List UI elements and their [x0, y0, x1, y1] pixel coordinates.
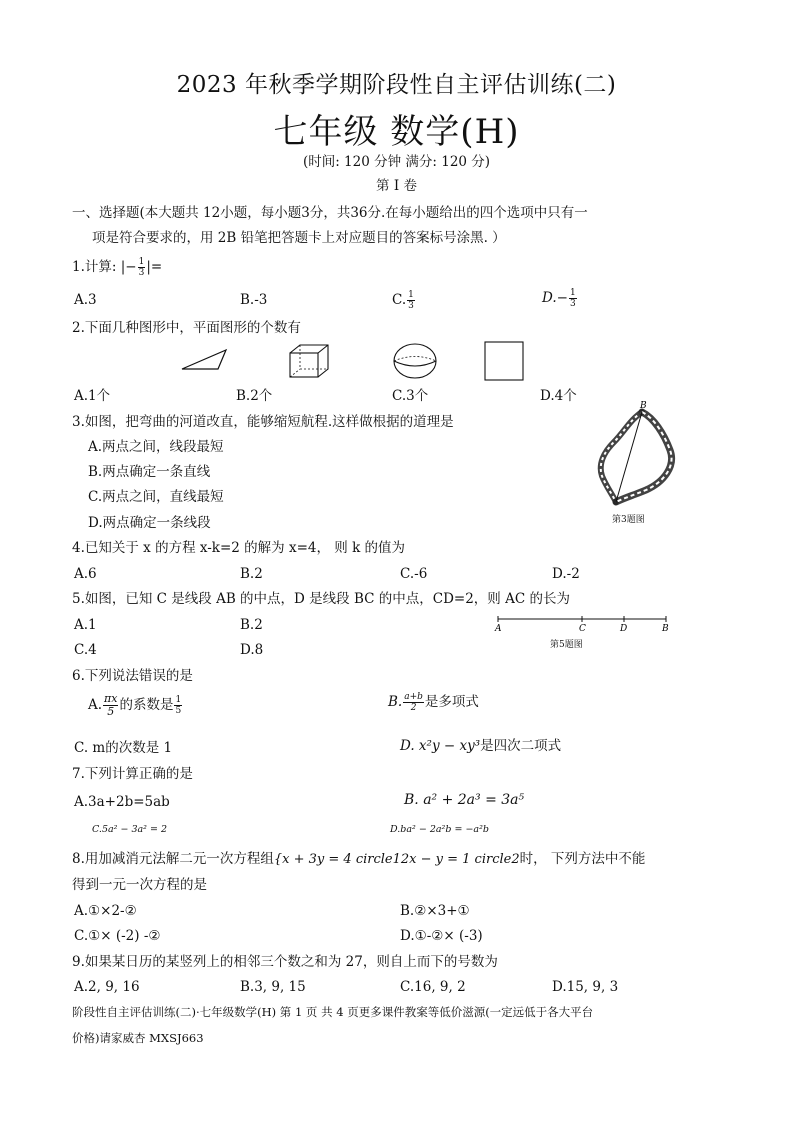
q6-b-suffix: 是多项式: [424, 694, 479, 710]
q1-c-prefix: C.: [392, 292, 407, 308]
q2-option-d: D.4个: [540, 388, 577, 404]
triangle-figure: [180, 348, 230, 372]
label-a: A: [495, 624, 502, 634]
time-info: (时间: 120 分钟 满分: 120 分): [302, 154, 491, 170]
question-3-stem: 3.如图，把弯曲的河道改直，能够缩短航程.这样做根据的道理是: [72, 414, 454, 430]
segment-figure: [494, 613, 674, 635]
q6-option-a: [88, 693, 183, 718]
volume-label: 第 I 卷: [376, 178, 417, 194]
question-4-stem: 4.已知关于 x 的方程 x-k=2 的解为 x=4， 则 k 的值为: [72, 540, 406, 556]
q9-option-b: B.3, 9, 15: [240, 979, 306, 995]
q7-option-b: B. a² + 2a³ = 3a⁵: [404, 792, 525, 808]
q1-abs-open: |−: [120, 259, 137, 275]
q2-option-b: B.2个: [236, 388, 273, 404]
q3-option-d: D.两点确定一条线段: [88, 515, 211, 531]
q1-c-num: 1: [408, 290, 414, 300]
q6-b-den: 2: [410, 703, 417, 713]
q5-figure-caption: 第5题图: [550, 640, 583, 650]
q9-option-d: D.15, 9, 3: [552, 979, 619, 995]
q3-option-c: C.两点之间，直线最短: [88, 489, 224, 505]
q4-option-a: A.6: [74, 566, 97, 582]
q6-a-fraction: [103, 693, 118, 718]
question-9-stem: 9.如果某日历的某竖列上的相邻三个数之和为 27，则自上而下的号数为: [72, 954, 498, 970]
question-8-stem: [72, 849, 645, 870]
q6-b-fraction: [403, 692, 424, 713]
q6-a-coef-fraction: [174, 695, 182, 716]
q6-b-num: a+b: [404, 692, 423, 702]
q3-option-a: A.两点之间，线段最短: [88, 439, 224, 455]
q1-option-b: B.-3: [240, 292, 268, 308]
q4-option-c: C.-6: [400, 566, 428, 582]
q5-option-d: D.8: [240, 642, 264, 658]
q6-d-suffix: 是四次二项式: [480, 738, 562, 754]
q1-d-fraction: [569, 288, 577, 309]
q6-b-prefix: B.: [388, 694, 403, 710]
page-footer-cont: 价格)请家威杏 MXSJ663: [72, 1031, 204, 1045]
q5-option-c: C.4: [74, 642, 97, 658]
label-c: C: [579, 624, 586, 634]
q1-d-num: 1: [569, 288, 576, 298]
cube-figure: [288, 343, 332, 379]
q9-option-c: C.16, 9, 2: [400, 979, 466, 995]
q6-option-d: [400, 736, 561, 756]
q8-option-c: C.①× (-2) -②: [74, 928, 161, 944]
question-2-stem: 2.下面几种图形中，平面图形的个数有: [72, 320, 301, 336]
question-5-stem: 5.如图，已知 C 是线段 AB 的中点，D 是线段 BC 的中点，CD=2，则 AC 的长为: [72, 591, 570, 607]
q1-abs-close: |=: [146, 259, 163, 275]
question-8-stem-cont: 得到一元一次方程的是: [72, 877, 207, 893]
q8-option-d: D.①-②× (-3): [400, 928, 483, 944]
q6-a-cden: 5: [175, 706, 182, 716]
section-instructions-cont: 项是符合要求的，用 2B 铅笔把答题卡上对应题目的答案标号涂黑. ）: [92, 230, 506, 246]
q7-option-d: D.ba² − 2a²b = −a²b: [390, 824, 489, 835]
q5-option-a: A.1: [74, 617, 97, 633]
q6-a-den: 5: [107, 705, 115, 718]
question-1-stem: [72, 257, 162, 278]
q8-prefix: 8.用加减消元法解二元一次方程组: [72, 851, 274, 867]
section-instructions: 一、选择题(本大题共 12小题，每小题3分，共36分.在每小题给出的四个选项中只有一: [72, 205, 588, 221]
river-figure: [594, 398, 684, 508]
q8-option-a: A.①×2-②: [74, 903, 137, 919]
q6-a-num: πx: [104, 692, 118, 705]
q8-equation-system: {x + 3y = 4 circle12x − y = 1 circle2: [273, 852, 520, 867]
q6-option-c: C. m的次数是 1: [74, 740, 173, 756]
q1-option-a: A.3: [74, 292, 97, 308]
square-figure: [484, 341, 524, 381]
q1-d-prefix: D.−: [542, 290, 568, 306]
q6-d-math: D. x²y − xy³: [400, 738, 481, 754]
q8-suffix: 时， 下列方法中不能: [519, 851, 646, 867]
q4-option-b: B.2: [240, 566, 263, 582]
q1-c-fraction: [407, 290, 415, 311]
q3-option-b: B.两点确定一条直线: [88, 464, 211, 480]
sphere-figure: [392, 342, 438, 380]
q6-a-prefix: A.: [88, 697, 103, 713]
q5-option-b: B.2: [240, 617, 263, 633]
question-7-stem: 7.下列计算正确的是: [72, 766, 193, 782]
q3-point-label: B: [640, 401, 647, 411]
q1-d-den: 3: [569, 299, 576, 309]
question-6-stem: 6.下列说法错误的是: [72, 668, 193, 684]
q7-option-a: A.3a+2b=5ab: [74, 794, 170, 810]
q1-numerator: 1: [138, 257, 145, 267]
q2-option-c: C.3个: [392, 388, 429, 404]
subject-title: 七年级 数学(H): [273, 112, 520, 152]
label-b: B: [662, 624, 669, 634]
q3-figure-caption: 第3题图: [612, 515, 645, 525]
exam-title: 2023 年秋季学期阶段性自主评估训练(二): [176, 72, 617, 98]
q6-a-cnum: 1: [175, 695, 182, 705]
label-d: D: [620, 624, 628, 634]
q2-option-a: A.1个: [74, 388, 111, 404]
q4-option-d: D.-2: [552, 566, 580, 582]
page-footer: 阶段性自主评估训练(二)·七年级数学(H) 第 1 页 共 4 页更多课件教案等低价滋源(一定远低于各大平台: [72, 1005, 594, 1019]
q6-a-mid: 的系数是: [119, 697, 174, 713]
q1-option-c: [392, 290, 416, 311]
q1-c-den: 3: [408, 301, 414, 311]
q1-fraction: [138, 257, 146, 278]
q8-option-b: B.②×3+①: [400, 903, 470, 919]
q1-option-d: [542, 288, 578, 309]
q1-denominator: 3: [138, 268, 145, 278]
q7-option-c: C.5a² − 3a² = 2: [92, 824, 168, 835]
q1-prefix: 1.计算:: [72, 259, 117, 275]
q6-option-b: [388, 692, 479, 713]
q9-option-a: A.2, 9, 16: [74, 979, 140, 995]
